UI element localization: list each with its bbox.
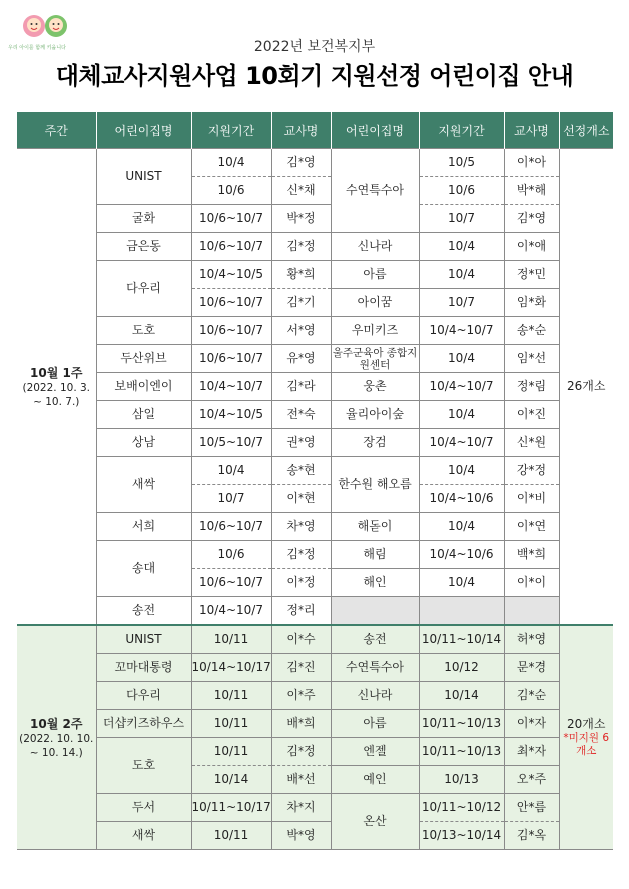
period: 10/6 [419,177,504,205]
period: 10/4~10/7 [419,373,504,401]
center-name: 해돋이 [331,513,419,541]
teacher: 김*진 [271,654,331,682]
teacher: 임*선 [504,345,559,373]
teacher: 정*리 [271,597,331,626]
week-range: (2022. 10. 3. ~ 10. 7.) [22,381,91,408]
col-header-center: 어린이집명 [96,112,191,149]
teacher: 이*주 [271,682,331,710]
teacher: 김*영 [271,149,331,177]
period: 10/4~10/5 [191,401,271,429]
teacher: 이*정 [271,569,331,597]
period: 10/4~10/6 [419,541,504,569]
teacher: 이*비 [504,485,559,513]
teacher: 이*수 [271,625,331,654]
teacher: 송*현 [271,457,331,485]
teacher: 권*영 [271,429,331,457]
teacher: 이*자 [504,710,559,738]
teacher: 이*애 [504,233,559,261]
period: 10/7 [191,485,271,513]
period: 10/4~10/7 [419,317,504,345]
table-row [17,401,613,429]
table-row [17,457,613,485]
week-range: (2022. 10. 10. ~ 10. 14.) [19,732,94,759]
teacher: 오*주 [504,766,559,794]
center-name: 새싹 [96,822,191,850]
period: 10/6~10/7 [191,233,271,261]
table-row [17,541,613,569]
teacher: 이*아 [504,149,559,177]
teacher: 정*림 [504,373,559,401]
period: 10/11 [191,625,271,654]
period: 10/6 [191,541,271,569]
teacher: 김*순 [504,682,559,710]
table-row [17,317,613,345]
teacher: 전*숙 [271,401,331,429]
period: 10/7 [419,205,504,233]
selected-count: 26개소 [559,149,613,626]
center-name: 다우리 [96,261,191,317]
period: 10/5~10/7 [191,429,271,457]
teacher: 강*정 [504,457,559,485]
period: 10/4~10/6 [419,485,504,513]
table-row [17,345,613,373]
center-name: 금은동 [96,233,191,261]
week-label: 10월 1주 [30,365,83,380]
period: 10/4 [419,401,504,429]
teacher: 이*이 [504,569,559,597]
teacher: 김*정 [271,233,331,261]
period: 10/7 [419,289,504,317]
table-row [17,373,613,401]
period: 10/11~10/12 [419,794,504,822]
center-name: 송전 [96,597,191,626]
teacher: 박*정 [271,205,331,233]
center-name: 울주군육아 종합지원센터 [332,346,418,371]
teacher: 차*지 [271,794,331,822]
logo-tagline: 우리 아이를 함께 키웁니다 [8,45,66,51]
center-name: 굴화 [96,205,191,233]
center-name: 다우리 [96,682,191,710]
period: 10/4 [191,149,271,177]
page-title: 대체교사지원사업 10회기 지원선정 어린이집 안내 [55,62,574,90]
center-name: 수연특수아 [331,149,419,233]
center-name: 보배이엔이 [96,373,191,401]
teacher: 신*원 [504,429,559,457]
teacher: 차*영 [271,513,331,541]
period: 10/4~10/7 [191,373,271,401]
period: 10/11 [191,682,271,710]
center-name: 우미키즈 [331,317,419,345]
period: 10/4 [419,569,504,597]
period: 10/11~10/17 [191,794,271,822]
period: 10/14 [191,766,271,794]
teacher: 유*영 [271,345,331,373]
table-row [17,710,613,738]
center-name: 두서 [96,794,191,822]
table-row [17,597,613,626]
table-row [17,149,613,177]
center-name: 신나라 [331,682,419,710]
col-header-center-2: 어린이집명 [331,112,419,149]
teacher: 박*해 [504,177,559,205]
teacher: 문*경 [504,654,559,682]
center-name: 수연특수아 [331,654,419,682]
teacher: 서*영 [271,317,331,345]
period: 10/6~10/7 [191,289,271,317]
teacher: 황*희 [271,261,331,289]
period: 10/12 [419,654,504,682]
week-label: 10월 2주 [30,716,83,731]
table-header-row [17,112,613,149]
teacher: 배*선 [271,766,331,794]
table-row [17,233,613,261]
period: 10/13 [419,766,504,794]
center-name: 해인 [331,569,419,597]
selected-count-cell [559,625,613,850]
center-name: 웅촌 [331,373,419,401]
unsupported-note: *미지원 6개소 [563,732,610,757]
period: 10/13~10/14 [419,822,504,850]
teacher: 허*영 [504,625,559,654]
center-name: 한수원 해오름 [331,457,419,513]
teacher: 김*영 [504,205,559,233]
table-row [17,794,613,822]
center-name: 서희 [96,513,191,541]
period: 10/14~10/17 [191,654,271,682]
table-row [17,822,613,850]
center-name: 해림 [331,541,419,569]
col-header-teacher-2: 교사명 [504,112,559,149]
period: 10/6~10/7 [191,569,271,597]
center-name: 율리아이숲 [331,401,419,429]
period: 10/6~10/7 [191,205,271,233]
period: 10/11~10/13 [419,710,504,738]
teacher: 김*기 [271,289,331,317]
teacher: 최*자 [504,738,559,766]
col-header-period: 지원기간 [191,112,271,149]
period: 10/11 [191,822,271,850]
table-row [17,682,613,710]
center-name: 새싹 [96,457,191,513]
teacher: 배*희 [271,710,331,738]
center-name: 상남 [96,429,191,457]
period: 10/4 [419,345,504,373]
center-name: 아름 [331,710,419,738]
teacher: 신*채 [271,177,331,205]
table-row [17,261,613,289]
center-name: 삼일 [96,401,191,429]
center-name: UNIST [96,625,191,654]
center-name: 도호 [96,317,191,345]
week-cell [17,149,96,626]
period: 10/4 [419,261,504,289]
support-table [17,112,613,850]
center-name: 더샵키즈하우스 [96,710,191,738]
col-header-teacher: 교사명 [271,112,331,149]
teacher: 정*민 [504,261,559,289]
period: 10/11~10/14 [419,625,504,654]
period: 10/5 [419,149,504,177]
teacher: 김*옥 [504,822,559,850]
center-name: 아름 [331,261,419,289]
center-name: 예인 [331,766,419,794]
selected-count: 20개소 [567,717,606,731]
teacher: 박*영 [271,822,331,850]
period: 10/6~10/7 [191,317,271,345]
teacher: 이*현 [271,485,331,513]
period: 10/11 [191,738,271,766]
period: 10/4~10/7 [191,597,271,626]
teacher: 이*진 [504,401,559,429]
period: 10/14 [419,682,504,710]
period: 10/11~10/13 [419,738,504,766]
table-row [17,738,613,766]
period: 10/11 [191,710,271,738]
teacher: 안*름 [504,794,559,822]
center-name: 송대 [96,541,191,597]
period: 10/4 [419,457,504,485]
page-subtitle: 2022년 보건복지부 [253,39,376,55]
center-name: 온산 [331,794,419,850]
period: 10/4~10/7 [419,429,504,457]
col-header-period-2: 지원기간 [419,112,504,149]
period: 10/4 [191,457,271,485]
table-row [17,654,613,682]
period: 10/6~10/7 [191,513,271,541]
center-name: 신나라 [331,233,419,261]
teacher: 김*정 [271,738,331,766]
center-name: 송전 [331,625,419,654]
period: 10/6~10/7 [191,345,271,373]
period: 10/6 [191,177,271,205]
col-header-count: 선정개소 [559,112,613,149]
col-header-week: 주간 [17,112,96,149]
empty-cell [419,597,504,626]
center-name: 엔젤 [331,738,419,766]
center-name: 아이꿈 [331,289,419,317]
table-row [17,429,613,457]
center-name: 도호 [96,738,191,794]
table-row [17,625,613,654]
period: 10/4 [419,513,504,541]
empty-cell [504,597,559,626]
teacher: 이*연 [504,513,559,541]
teacher: 임*화 [504,289,559,317]
table-row [17,205,613,233]
empty-cell [331,597,419,626]
teacher: 백*희 [504,541,559,569]
center-name: 꼬마대통령 [96,654,191,682]
period: 10/4 [419,233,504,261]
center-name: 두산위브 [96,345,191,373]
period: 10/4~10/5 [191,261,271,289]
teacher: 송*순 [504,317,559,345]
table-row [17,513,613,541]
center-name: 장검 [331,429,419,457]
week-cell [17,625,96,850]
teacher: 김*라 [271,373,331,401]
teacher: 김*정 [271,541,331,569]
center-name: UNIST [96,149,191,205]
